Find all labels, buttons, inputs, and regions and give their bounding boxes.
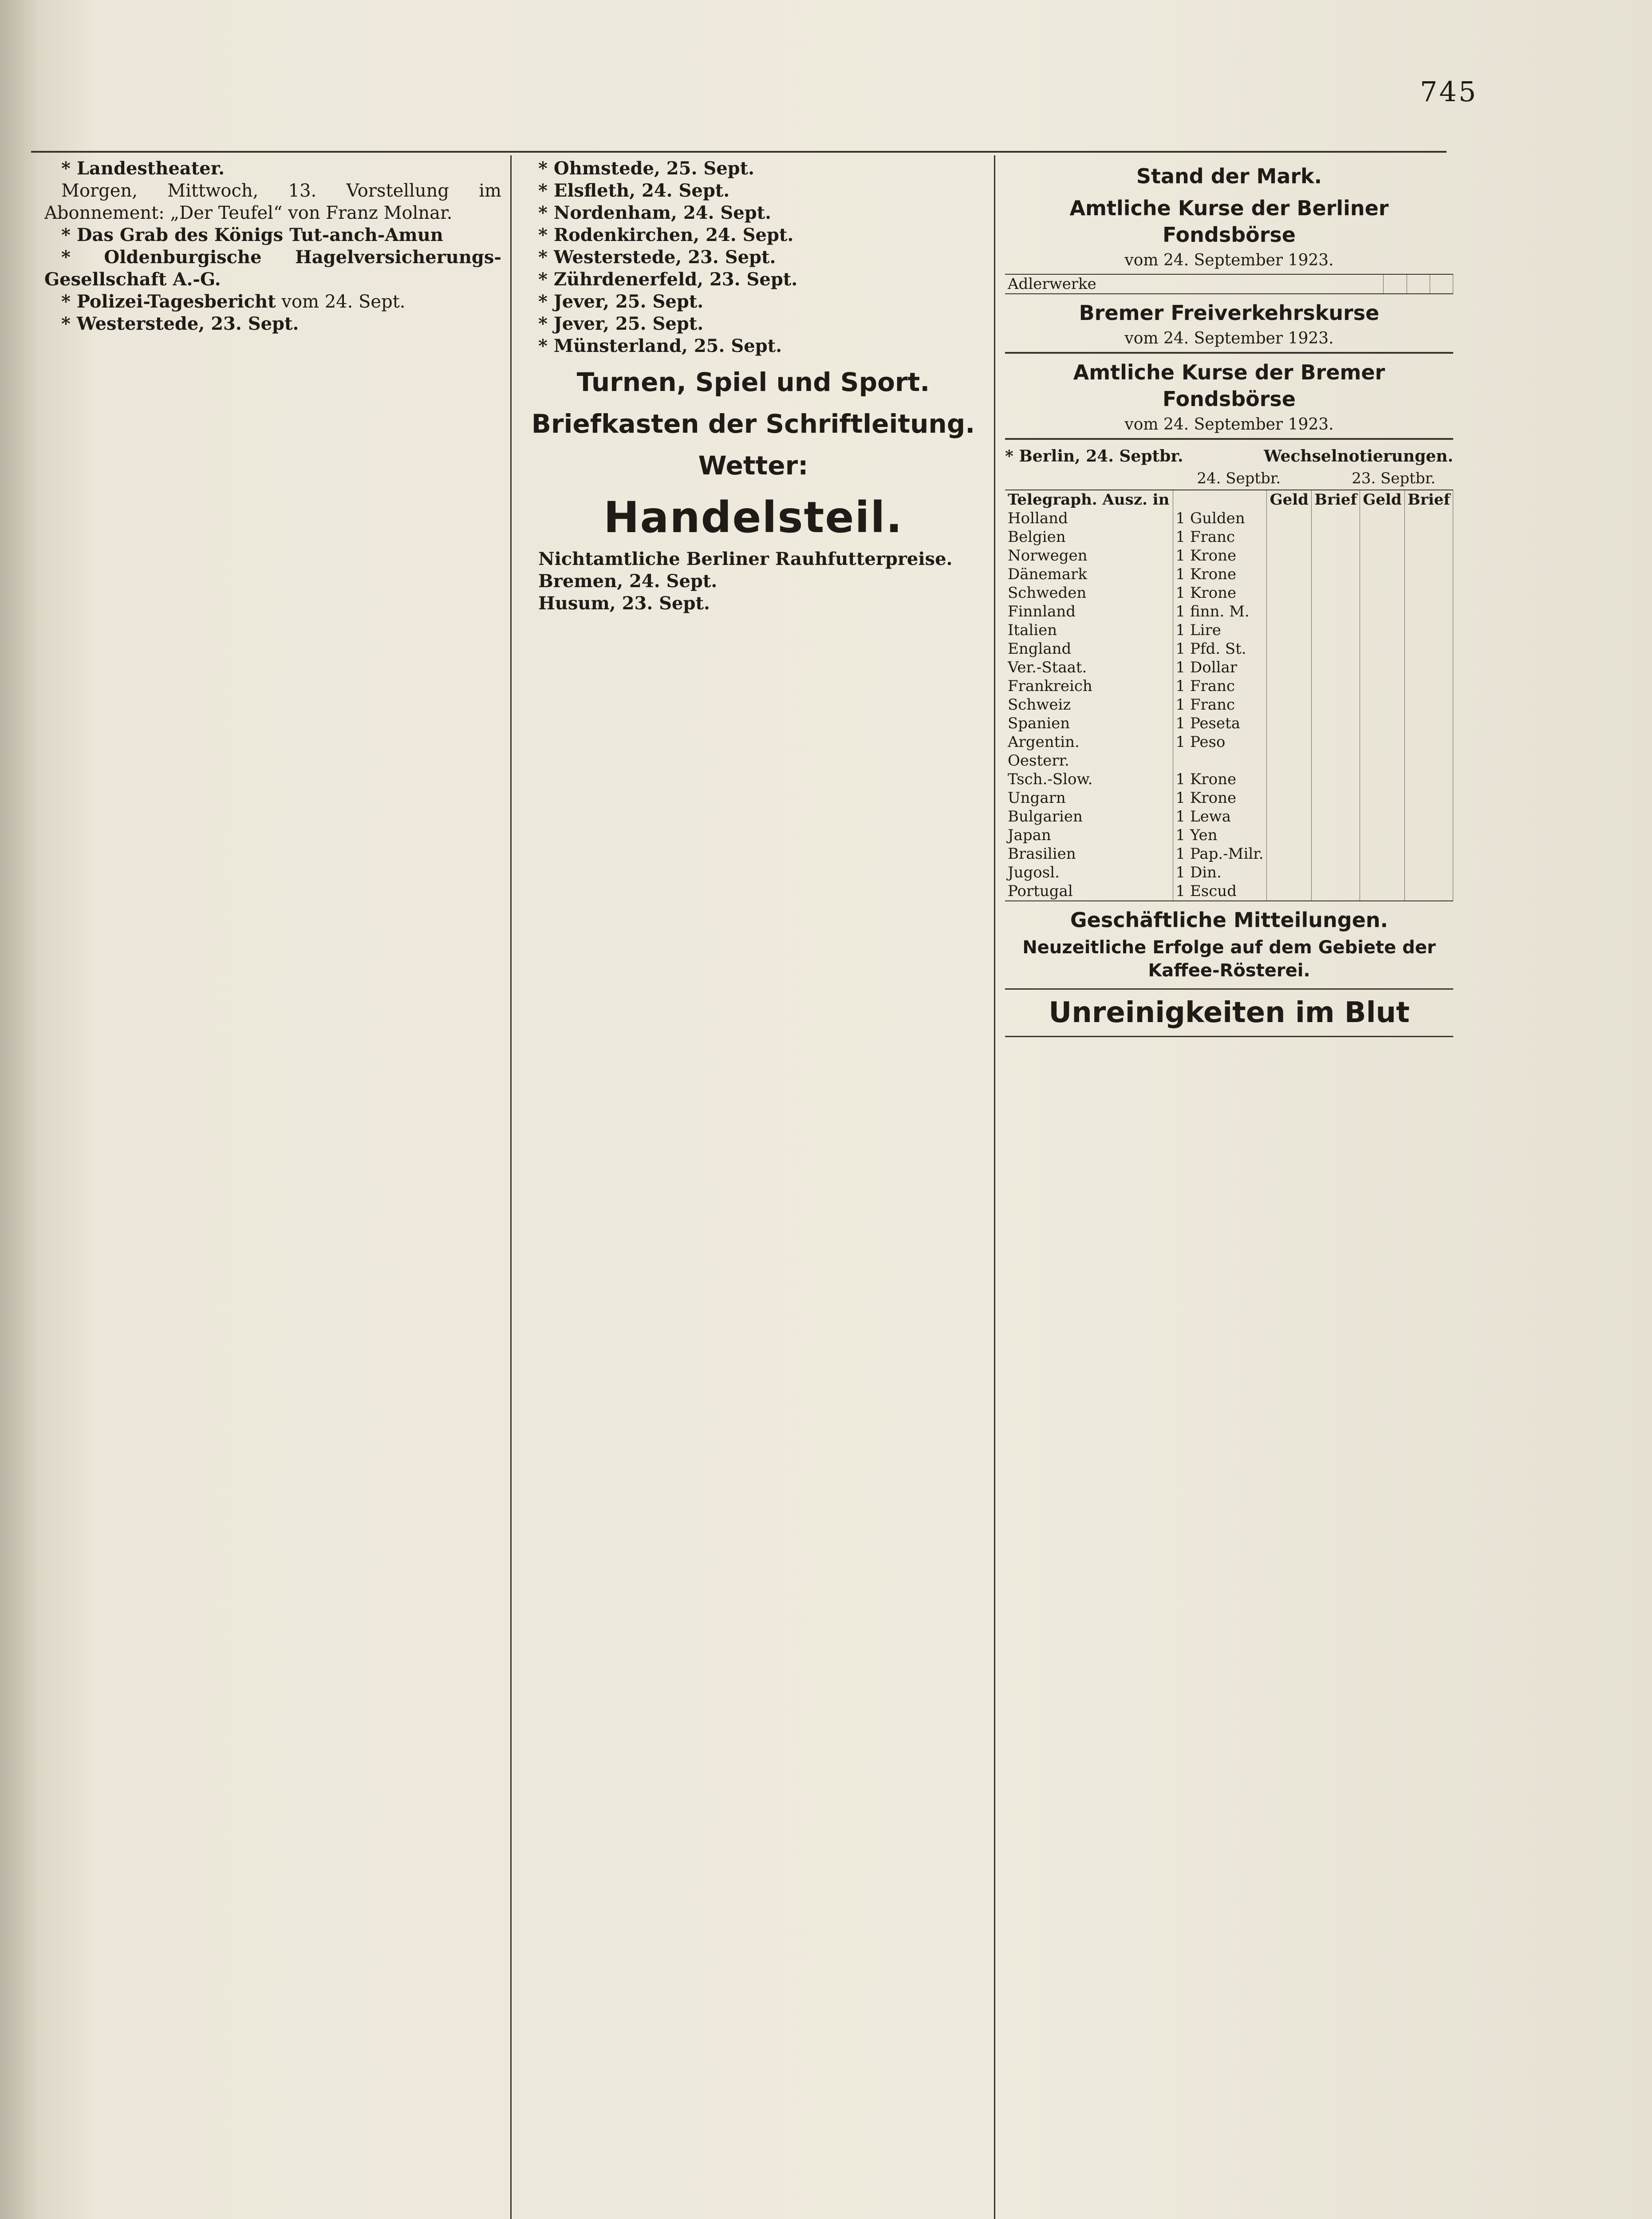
table-cell <box>1173 751 1267 770</box>
table-cell <box>1360 602 1405 621</box>
exchange-row <box>1005 640 1453 658</box>
table-cell <box>1267 845 1312 863</box>
wechsel-table <box>1005 490 1453 901</box>
article-jever-schule: * Jever, 25. Sept. <box>538 291 704 312</box>
page-number: 745 <box>1420 75 1478 108</box>
table-cell <box>1311 807 1360 826</box>
table-cell: Finnland <box>1005 602 1173 621</box>
table-cell <box>1404 602 1453 621</box>
table-cell <box>1311 584 1360 602</box>
section-heading-berliner-fondsboerse: Amtliche Kurse der Berliner Fondsbörse <box>1069 196 1389 247</box>
table-cell <box>1360 509 1405 528</box>
table-cell <box>1267 509 1312 528</box>
table-cell: Spanien <box>1005 714 1173 733</box>
table-cell <box>1311 751 1360 770</box>
article-hagelversicherung: * Oldenburgische Hagelversicherungs-Gesellschaft A.-G. <box>44 247 501 290</box>
bremer-freiverkehr-date: vom 24. September 1923. <box>1124 329 1334 347</box>
table-cell: Frankreich <box>1005 677 1173 695</box>
table-cell: Oesterr. <box>1005 751 1173 770</box>
table-cell <box>1360 882 1405 900</box>
table-cell <box>1267 584 1312 602</box>
article-muensterland: * Münsterland, 25. Sept. <box>538 336 782 356</box>
top-rule <box>31 151 1447 153</box>
table-cell: Adlerwerke <box>1005 275 1384 293</box>
table-cell: Norwegen <box>1005 546 1173 565</box>
table-cell <box>1267 882 1312 900</box>
table-cell <box>1267 789 1312 807</box>
table-cell <box>1404 770 1453 789</box>
table-cell: Bulgarien <box>1005 807 1173 826</box>
table-cell <box>1267 751 1312 770</box>
table-cell <box>1404 621 1453 640</box>
table-cell <box>1267 826 1312 845</box>
table-header-cell: Brief <box>1404 490 1453 509</box>
table-cell <box>1267 714 1312 733</box>
table-cell <box>1384 275 1407 293</box>
table-cell <box>1360 714 1405 733</box>
table-cell <box>1404 677 1453 695</box>
exchange-row <box>1005 714 1453 733</box>
table-cell <box>1404 826 1453 845</box>
table-cell: 1 Lire <box>1173 621 1267 640</box>
table-cell <box>1311 733 1360 751</box>
section-heading-wetter: Wetter: <box>698 450 808 481</box>
article-bremen-getreide: Bremen, 24. Sept. <box>538 571 718 592</box>
table-cell <box>1404 546 1453 565</box>
advertisement <box>1005 988 1453 1037</box>
table-cell: Brasilien <box>1005 845 1173 863</box>
table-cell <box>1267 695 1312 714</box>
article-nordenham: * Nordenham, 24. Sept. <box>538 202 772 223</box>
table-cell <box>1404 509 1453 528</box>
exchange-row <box>1005 509 1453 528</box>
table-cell: Jugosl. <box>1005 863 1173 882</box>
table-cell <box>1267 621 1312 640</box>
table-cell <box>1311 621 1360 640</box>
table-cell <box>1267 863 1312 882</box>
table-header-cell: Geld <box>1267 490 1312 509</box>
section-heading-handelsteil: Handelsteil. <box>603 493 903 542</box>
table-cell <box>1267 677 1312 695</box>
article-elsfleth: * Elsfleth, 24. Sept. <box>538 180 730 201</box>
table-header-cell: Geld <box>1360 490 1405 509</box>
stock-row <box>1005 275 1453 293</box>
article-polizei-tagesbericht: * Polizei-Tagesbericht vom 24. Sept. <box>61 291 406 312</box>
table-cell: 1 Franc <box>1173 695 1267 714</box>
table-cell <box>1360 863 1405 882</box>
table-cell: 1 Franc <box>1173 528 1267 546</box>
table-header-cell: Brief <box>1311 490 1360 509</box>
table-cell <box>1360 640 1405 658</box>
table-cell: 1 Yen <box>1173 826 1267 845</box>
table-cell: Italien <box>1005 621 1173 640</box>
table-cell: 1 Franc <box>1173 677 1267 695</box>
table-cell <box>1267 546 1312 565</box>
table-cell <box>1267 602 1312 621</box>
table-cell <box>1404 584 1453 602</box>
section-heading-mark: Stand der Mark. <box>1136 164 1322 188</box>
table-cell <box>1404 714 1453 733</box>
table-cell <box>1360 789 1405 807</box>
table-cell: 1 Pap.-Milr. <box>1173 845 1267 863</box>
table-cell <box>1311 695 1360 714</box>
table-cell <box>1360 733 1405 751</box>
table-cell: 1 Escud <box>1173 882 1267 900</box>
geschaeftlich-subheading: Neuzeitliche Erfolge auf dem Gebiete der Kaffee-Rösterei. <box>1022 937 1436 981</box>
article-westerstede: * Westerstede, 23. Sept. <box>61 313 299 334</box>
table-cell <box>1404 528 1453 546</box>
table-cell <box>1267 658 1312 677</box>
table-cell: 1 Gulden <box>1173 509 1267 528</box>
article-zuehrdenerfeld: * Zührdenerfeld, 23. Sept. <box>538 269 798 290</box>
table-cell: Ver.-Staat. <box>1005 658 1173 677</box>
table-header-cell <box>1173 490 1267 509</box>
table-cell: 1 Krone <box>1173 770 1267 789</box>
table-cell <box>1311 789 1360 807</box>
exchange-row <box>1005 602 1453 621</box>
table-cell <box>1404 640 1453 658</box>
table-cell <box>1407 275 1430 293</box>
exchange-row <box>1005 733 1453 751</box>
exchange-row <box>1005 565 1453 584</box>
exchange-row <box>1005 845 1453 863</box>
table-cell: Holland <box>1005 509 1173 528</box>
section-heading-briefkasten: Briefkasten der Schriftleitung. <box>531 409 975 439</box>
table-cell <box>1311 826 1360 845</box>
table-cell <box>1404 882 1453 900</box>
table-cell <box>1311 509 1360 528</box>
table-cell <box>1404 751 1453 770</box>
table-cell <box>1360 770 1405 789</box>
table-cell: 1 Lewa <box>1173 807 1267 826</box>
table-cell: Tsch.-Slow. <box>1005 770 1173 789</box>
section-heading-sport: Turnen, Spiel und Sport. <box>576 367 930 397</box>
exchange-row <box>1005 658 1453 677</box>
table-cell <box>1360 845 1405 863</box>
exchange-row <box>1005 546 1453 565</box>
table-cell <box>1267 733 1312 751</box>
exchange-row <box>1005 770 1453 789</box>
right-column <box>1005 158 1453 2219</box>
table-cell: Ungarn <box>1005 789 1173 807</box>
table-cell <box>1311 714 1360 733</box>
table-cell: 1 finn. M. <box>1173 602 1267 621</box>
table-cell: 1 Peso <box>1173 733 1267 751</box>
exchange-row <box>1005 882 1453 900</box>
table-cell <box>1360 658 1405 677</box>
table-cell <box>1311 845 1360 863</box>
article-westerstede-feuer: * Westerstede, 23. Sept. <box>538 247 776 268</box>
bremer-fondsboerse-table <box>1005 438 1453 440</box>
table-cell <box>1404 845 1453 863</box>
table-cell <box>1360 546 1405 565</box>
table-cell <box>1311 602 1360 621</box>
article-tut-anch-amun: * Das Grab des Königs Tut-anch-Amun <box>61 225 443 245</box>
table-cell: Argentin. <box>1005 733 1173 751</box>
article-text: Morgen, Mittwoch, 13. Vorstellung im Abonnement: „Der Teufel“ von Franz Molnar. <box>44 181 501 223</box>
table-cell: 1 Krone <box>1173 789 1267 807</box>
table-cell <box>1267 640 1312 658</box>
table-header-cell: Telegraph. Ausz. in <box>1005 490 1173 509</box>
table-cell <box>1404 658 1453 677</box>
table-cell: 1 Krone <box>1173 565 1267 584</box>
table-cell: 1 Krone <box>1173 584 1267 602</box>
table-header-row <box>1005 490 1453 509</box>
table-cell <box>1430 275 1453 293</box>
table-cell <box>1311 546 1360 565</box>
bremer-freiverkehr-table <box>1005 352 1453 354</box>
table-cell: 1 Din. <box>1173 863 1267 882</box>
exchange-row <box>1005 695 1453 714</box>
table-cell: Belgien <box>1005 528 1173 546</box>
exchange-row <box>1005 751 1453 770</box>
table-cell <box>1360 751 1405 770</box>
table-cell: Schweden <box>1005 584 1173 602</box>
table-cell <box>1404 733 1453 751</box>
exchange-row <box>1005 789 1453 807</box>
table-cell <box>1404 695 1453 714</box>
table-cell <box>1311 677 1360 695</box>
ad-heading: Unreinigkeiten im Blut <box>1049 996 1410 1029</box>
bremer-fondsboerse-date: vom 24. September 1923. <box>1124 415 1334 434</box>
column-rule-2 <box>994 155 995 2219</box>
berliner-fondsboerse-date: vom 24. September 1923. <box>1124 251 1334 269</box>
article-jever-jubilaeum: * Jever, 25. Sept. <box>538 313 704 334</box>
table-cell <box>1404 565 1453 584</box>
table-cell <box>1404 807 1453 826</box>
table-cell: Portugal <box>1005 882 1173 900</box>
table-cell: Japan <box>1005 826 1173 845</box>
table-cell <box>1267 807 1312 826</box>
table-cell: 1 Dollar <box>1173 658 1267 677</box>
section-heading-bremer-freiverkehr: Bremer Freiverkehrskurse <box>1079 301 1380 325</box>
exchange-row <box>1005 863 1453 882</box>
wechsel-heading: * Berlin, 24. Septbr. Wechselnotierungen. <box>1005 447 1453 466</box>
table-cell: England <box>1005 640 1173 658</box>
section-heading-bremer-fondsboerse: Amtliche Kurse der Bremer Fondsbörse <box>1073 360 1385 411</box>
article-rodenkirchen: * Rodenkirchen, 24. Sept. <box>538 225 794 245</box>
left-column <box>44 158 501 2219</box>
table-cell <box>1267 770 1312 789</box>
article-landestheater: * Landestheater. <box>61 158 225 179</box>
table-cell: Dänemark <box>1005 565 1173 584</box>
table-cell <box>1360 695 1405 714</box>
table-cell <box>1311 863 1360 882</box>
table-cell <box>1267 528 1312 546</box>
table-cell <box>1404 863 1453 882</box>
article-rauhfutterpreise: Nichtamtliche Berliner Rauhfutterpreise. <box>538 549 953 569</box>
article-ohmstede: * Ohmstede, 25. Sept. <box>538 158 755 179</box>
table-cell <box>1360 584 1405 602</box>
table-cell <box>1311 565 1360 584</box>
table-cell <box>1267 565 1312 584</box>
exchange-row <box>1005 677 1453 695</box>
table-cell <box>1360 565 1405 584</box>
exchange-row <box>1005 528 1453 546</box>
table-cell: 1 Pfd. St. <box>1173 640 1267 658</box>
exchange-row <box>1005 826 1453 845</box>
table-cell <box>1360 807 1405 826</box>
table-cell: 1 Peseta <box>1173 714 1267 733</box>
exchange-row <box>1005 807 1453 826</box>
table-cell <box>1404 789 1453 807</box>
table-cell <box>1360 621 1405 640</box>
table-cell: 1 Krone <box>1173 546 1267 565</box>
wechsel-dates: 24. Septbr. 23. Septbr. <box>1197 470 1435 487</box>
column-rule-1 <box>510 155 512 2219</box>
exchange-row <box>1005 621 1453 640</box>
table-cell <box>1311 640 1360 658</box>
article-husum-viehmarkt: Husum, 23. Sept. <box>538 593 710 614</box>
table-cell <box>1311 658 1360 677</box>
section-heading-geschaeftlich: Geschäftliche Mitteilungen. <box>1070 908 1388 932</box>
berliner-fondsboerse-table <box>1005 274 1453 294</box>
table-cell <box>1311 882 1360 900</box>
table-cell: Schweiz <box>1005 695 1173 714</box>
table-cell <box>1360 826 1405 845</box>
table-cell <box>1360 677 1405 695</box>
table-cell <box>1311 528 1360 546</box>
middle-column <box>521 158 985 2219</box>
table-cell <box>1311 770 1360 789</box>
table-cell <box>1360 528 1405 546</box>
exchange-row <box>1005 584 1453 602</box>
